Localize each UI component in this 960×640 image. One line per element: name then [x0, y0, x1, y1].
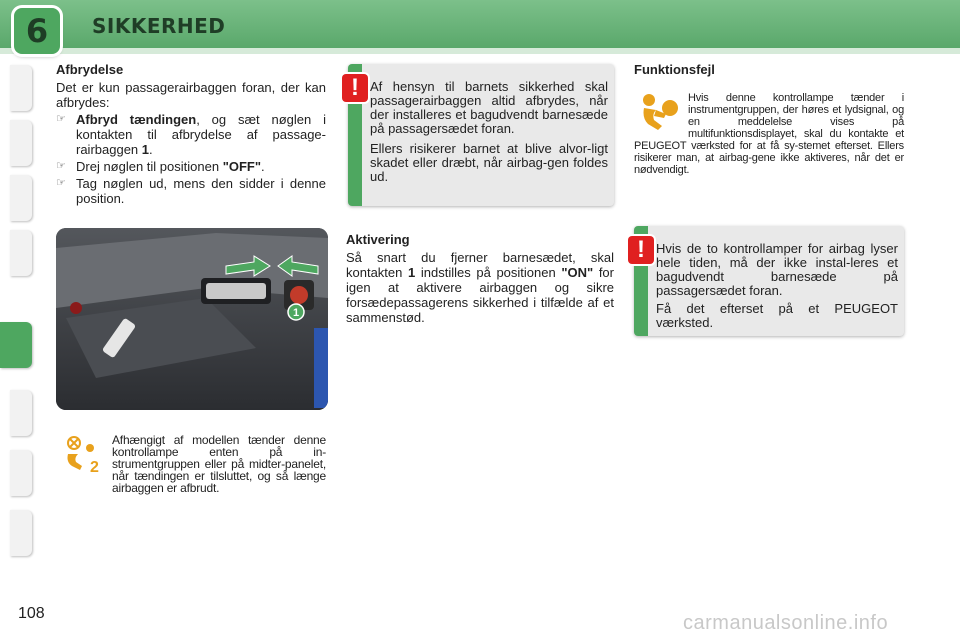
bullet-text: Tag nøglen ud, mens den sidder i denne position.: [76, 176, 326, 206]
aktivering-section: [346, 232, 614, 325]
funktionsfejl-text-wrap: [634, 92, 904, 176]
bullet-bold: "OFF": [222, 159, 262, 174]
bullet-end: .: [261, 159, 265, 174]
bold-run: 1: [408, 265, 416, 280]
warning-paragraph: Af hensyn til barnets sikkerhed skal passagerairbaggen altid afbrydes, når der installeres et bagudvendt barnesæde på passagersædet foran.: [370, 79, 608, 136]
page-number: 108: [18, 605, 45, 622]
chapter-tab[interactable]: [10, 390, 32, 436]
chapter-tab[interactable]: [10, 65, 32, 111]
bullet-text: , og sæt nøglen i kontakten til afbrydelse af passage-rairbaggen: [76, 112, 327, 157]
afbrydelse-section: [56, 62, 326, 206]
svg-text:2: 2: [90, 459, 99, 474]
funktionsfejl-heading: Funktionsfejl: [634, 62, 715, 77]
airbag-off-icon: [60, 436, 104, 474]
pointing-hand-icon: ☞: [56, 160, 66, 172]
funktionsfejl-section: [634, 62, 904, 77]
list-item: [56, 159, 326, 174]
glovebox-switch-photo: [56, 228, 328, 410]
watermark: carmanualsonline.info: [683, 612, 889, 634]
chapter-title: SIKKERHED: [92, 14, 226, 38]
chapter-tab[interactable]: [10, 510, 32, 556]
warning-text: [656, 242, 898, 330]
bold-run: "ON": [561, 265, 594, 280]
chapter-tab[interactable]: [10, 230, 32, 276]
aktivering-heading: Aktivering: [346, 232, 410, 247]
photo-illustration: [56, 228, 328, 410]
chapter-number: 6: [25, 12, 49, 50]
text-run: indstilles på positionen: [415, 265, 562, 280]
bullet-bold: 1: [141, 142, 150, 157]
warning-box-lamps: [634, 226, 904, 336]
icon-spacer: [634, 92, 688, 140]
pointing-hand-icon: ☞: [56, 177, 66, 189]
exclamation-icon: !: [342, 74, 368, 102]
bullet-bold: Afbryd tændingen: [76, 112, 197, 127]
chapter-tab[interactable]: [10, 120, 32, 166]
warning-text: [370, 80, 608, 184]
warning-box-child-seat: [348, 64, 614, 206]
chapter-number-badge: [14, 8, 60, 54]
funktionsfejl-text: [634, 92, 904, 176]
header-divider: [0, 48, 960, 54]
bullet-end: .: [149, 142, 153, 157]
warning-paragraph: Ellers risikerer barnet at blive alvor-ligt skadet eller dræbt, når airbag-gen foldes ud.: [370, 141, 608, 184]
afbrydelse-heading: Afbrydelse: [56, 62, 124, 77]
lamp-note: Afhængigt af modellen tænder denne kontrollampe enten på in-strumentgruppen eller på midter-panelet, når tændingen er tilsluttet, og så længe airbaggen er afbrudt.: [112, 433, 326, 495]
list-item: [56, 112, 326, 157]
bullet-text: Drej nøglen til positionen: [76, 159, 223, 174]
chapter-tab-active[interactable]: [0, 322, 32, 368]
warning-paragraph: Hvis de to kontrollamper for airbag lyser hele tiden, må der ikke instal-leres et bagudvendt barnesæde på passagersædet foran.: [656, 241, 898, 298]
chapter-tabs: [0, 60, 34, 580]
warning-paragraph: Få det efterset på et PEUGEOT værksted.: [656, 301, 898, 330]
chapter-tab[interactable]: [10, 175, 32, 221]
aktivering-text: [346, 250, 614, 325]
funktionsfejl-paragraph: Hvis denne kontrollampe tænder i instrumentgruppen, der høres et lydsignal, og en meddelelse vises på multifunktionsdisplayet, skal du kontakte et PEUGEOT værksted for at få sy-stemet efterset. Ellers risikerer man, at airbag-gene ikke aktiveres, når det er nødvendigt.: [634, 92, 904, 176]
text-run: for igen at aktivere airbaggen og sikre forsædepassagerens sikkerhed i tilfælde af et sammenstød.: [346, 265, 614, 325]
pointing-hand-icon: ☞: [56, 113, 66, 125]
afbrydelse-intro: Det er kun passagerairbaggen foran, der kan afbrydes:: [56, 80, 326, 110]
photo-callout: 1: [292, 307, 300, 319]
list-item: [56, 176, 326, 206]
exclamation-icon: !: [628, 236, 654, 264]
chapter-tab[interactable]: [10, 450, 32, 496]
text-run: Så snart du fjerner barnesædet, skal kontakten: [346, 250, 614, 280]
